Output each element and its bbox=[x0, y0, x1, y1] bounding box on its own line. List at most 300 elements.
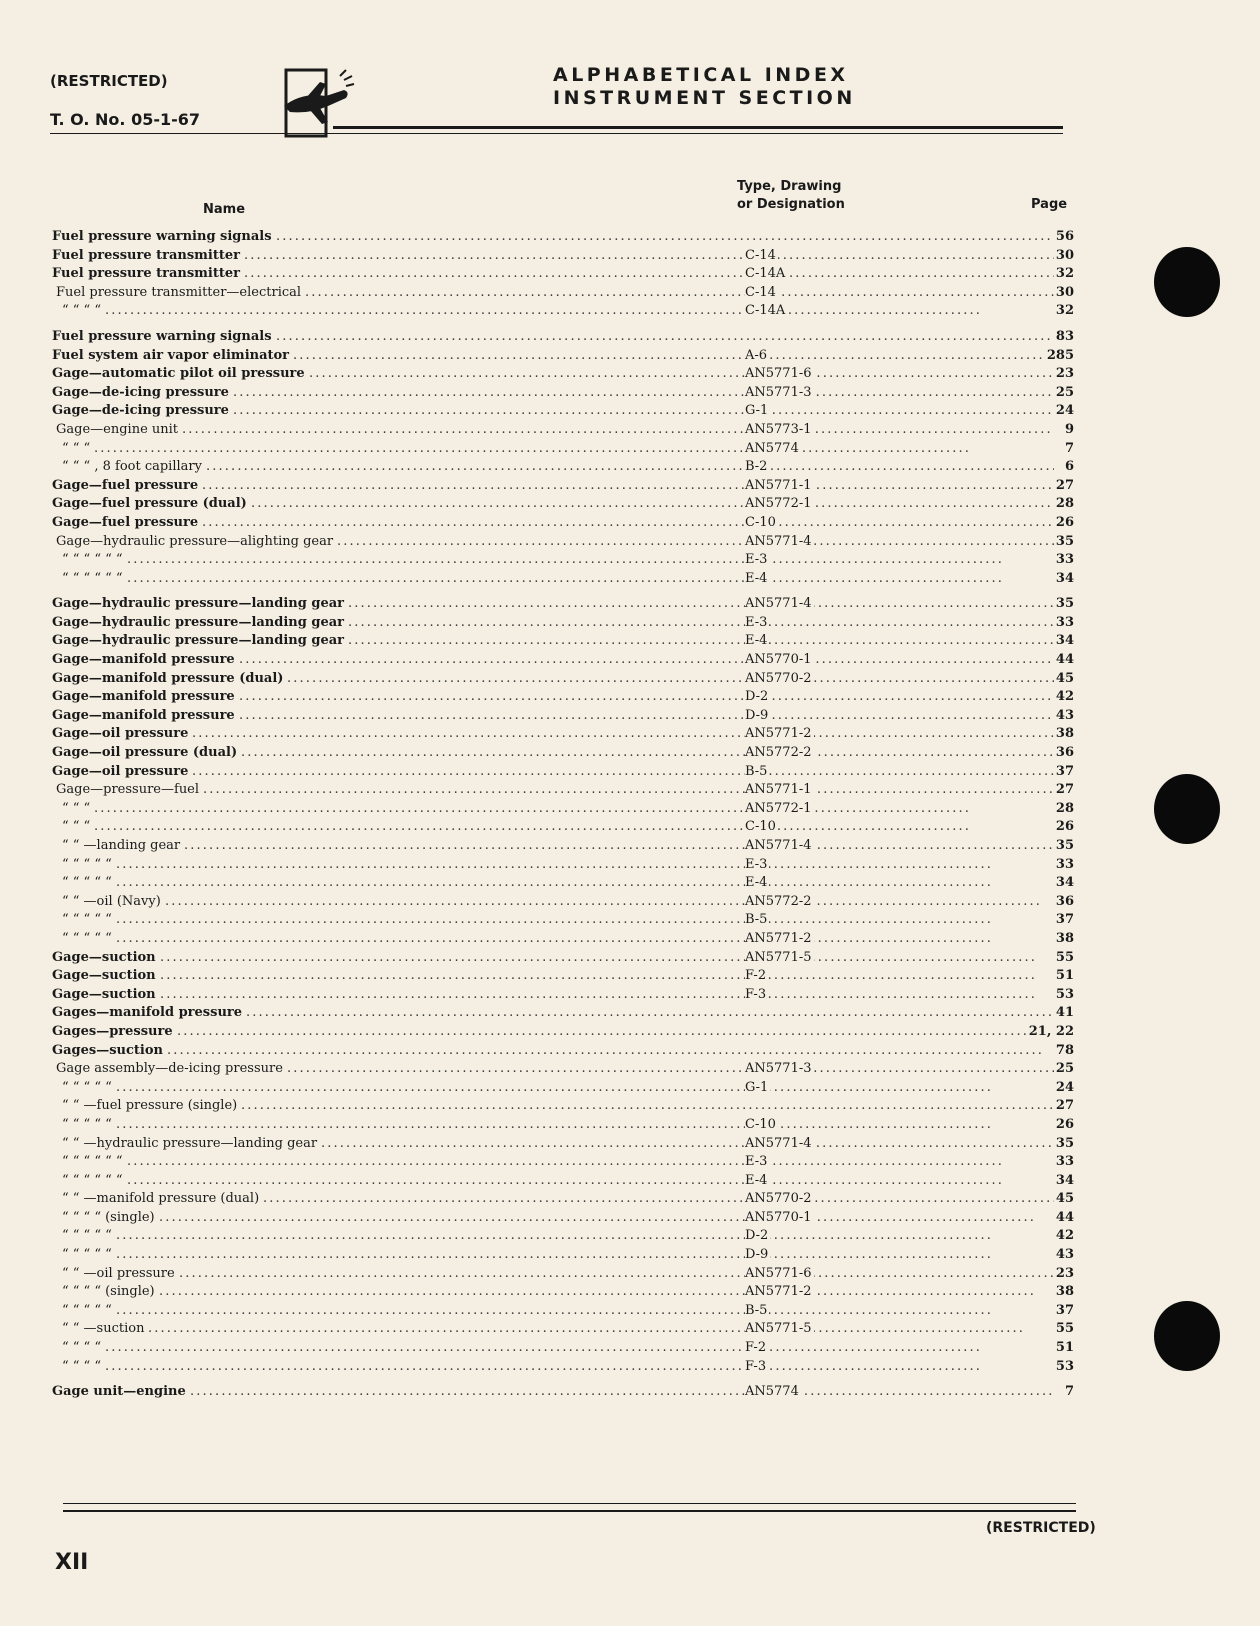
entry-page: 27 bbox=[1055, 1098, 1074, 1114]
leader-dots bbox=[184, 837, 1054, 855]
leader-dots bbox=[94, 800, 1054, 818]
entry-gap bbox=[0, 321, 1260, 328]
entry-name: “ “ “ “ “ bbox=[62, 875, 112, 891]
entry-name: Gage—de-icing pressure bbox=[52, 384, 229, 400]
leader-dots bbox=[167, 1042, 1054, 1060]
entry-type: AN5770-1 bbox=[745, 652, 812, 668]
entry-type: B-5 bbox=[745, 1302, 768, 1318]
leader-dots bbox=[94, 818, 1054, 836]
entry-name: “ “ “ “ “ bbox=[62, 1247, 112, 1263]
entry-page: 34 bbox=[1055, 1172, 1074, 1188]
column-header-type bbox=[737, 178, 845, 214]
leader-dots bbox=[276, 228, 1054, 246]
entry-page: 26 bbox=[1055, 819, 1074, 835]
entry-page: 9 bbox=[1064, 421, 1074, 437]
index-entry bbox=[0, 1302, 1260, 1321]
entry-type: AN5773-1 bbox=[745, 421, 812, 437]
leader-dots bbox=[94, 440, 1054, 458]
entry-name: “ “ —suction bbox=[62, 1321, 145, 1337]
leader-dots bbox=[263, 1190, 1054, 1208]
entry-page: 51 bbox=[1055, 1340, 1074, 1356]
index-entry bbox=[0, 365, 1260, 384]
index-entry bbox=[0, 707, 1260, 726]
entry-page: 33 bbox=[1055, 856, 1074, 872]
entry-type: E-3 bbox=[745, 856, 768, 872]
entry-page: 24 bbox=[1055, 1079, 1074, 1095]
entry-page: 38 bbox=[1055, 930, 1074, 946]
index-entry bbox=[0, 893, 1260, 912]
entry-type: E-4 bbox=[745, 633, 768, 649]
entry-name: Gage—hydraulic pressure—landing gear bbox=[52, 614, 344, 630]
entry-page: 36 bbox=[1055, 745, 1074, 761]
index-entry bbox=[0, 874, 1260, 893]
entry-page: 32 bbox=[1055, 266, 1074, 282]
entry-page: 43 bbox=[1055, 707, 1074, 723]
entry-page: 34 bbox=[1055, 633, 1074, 649]
entry-page: 25 bbox=[1055, 384, 1074, 400]
leader-dots bbox=[309, 365, 1054, 383]
leader-dots bbox=[348, 614, 1054, 632]
leader-dots bbox=[116, 1116, 1054, 1134]
entry-type: AN5774 bbox=[745, 440, 799, 456]
leader-dots bbox=[190, 1383, 1054, 1401]
leader-dots bbox=[127, 1153, 1054, 1171]
entry-name: “ “ “ “ bbox=[62, 303, 101, 319]
entry-page: 35 bbox=[1055, 838, 1074, 853]
leader-dots bbox=[127, 551, 1054, 569]
index-entry bbox=[0, 595, 1260, 614]
entry-name: “ “ “ “ “ “ bbox=[62, 1154, 123, 1170]
index-entry bbox=[0, 837, 1260, 856]
entry-type: G-1 bbox=[745, 1079, 769, 1095]
index-entry bbox=[0, 818, 1260, 837]
entry-name: Gage—suction bbox=[52, 949, 156, 965]
entry-type: F-2 bbox=[745, 1340, 767, 1356]
entry-page: 7 bbox=[1064, 440, 1074, 456]
leader-dots bbox=[160, 986, 1054, 1004]
leader-dots bbox=[105, 1358, 1054, 1376]
entry-name: Gage—oil pressure bbox=[52, 726, 189, 742]
entry-page: 35 bbox=[1055, 1135, 1074, 1151]
leader-dots bbox=[159, 1209, 1054, 1227]
entry-name: Gage—fuel pressure bbox=[52, 477, 199, 493]
entry-type: B-2 bbox=[745, 459, 768, 475]
entry-name: Gage unit—engine bbox=[52, 1384, 186, 1400]
entry-name: Fuel pressure transmitter bbox=[52, 266, 241, 282]
index-entry bbox=[0, 514, 1260, 533]
index-entry bbox=[0, 570, 1260, 589]
leader-dots bbox=[177, 1023, 1054, 1041]
entry-page: 33 bbox=[1055, 552, 1074, 568]
index-entry bbox=[0, 1135, 1260, 1154]
entry-name: “ “ “ “ bbox=[62, 1340, 101, 1356]
leader-dots bbox=[116, 1246, 1054, 1264]
entry-name: “ “ “ “ “ bbox=[62, 1079, 112, 1095]
entry-name: “ “ “ “ “ bbox=[62, 1116, 112, 1132]
index-entry bbox=[0, 1227, 1260, 1246]
leader-dots bbox=[233, 384, 1054, 402]
entry-page: 7 bbox=[1064, 1384, 1074, 1400]
entry-name: Gage—fuel pressure bbox=[52, 514, 199, 530]
leader-dots bbox=[165, 893, 1054, 911]
entry-page: 35 bbox=[1055, 596, 1074, 612]
entry-name: Fuel pressure transmitter bbox=[52, 247, 241, 263]
entry-page: 27 bbox=[1055, 477, 1074, 493]
entry-name: “ “ “ “ “ bbox=[62, 1302, 112, 1318]
entry-name: Gage—pressure—fuel bbox=[56, 782, 200, 798]
entry-page: 285 bbox=[1046, 347, 1074, 363]
entry-name: “ “ “ “ “ bbox=[62, 930, 112, 946]
index-entry bbox=[0, 744, 1260, 763]
entry-type: F-2 bbox=[745, 968, 767, 984]
entry-gap bbox=[0, 588, 1260, 595]
entry-type: E-3 bbox=[745, 552, 768, 568]
entry-name: “ “ “ “ “ bbox=[62, 1228, 112, 1244]
index-entry bbox=[0, 856, 1260, 875]
entry-name: Gage—de-icing pressure bbox=[52, 403, 229, 419]
entry-page: 21, 22 bbox=[1028, 1023, 1074, 1039]
leader-dots bbox=[148, 1320, 1054, 1338]
entry-name: “ “ “ “ “ “ bbox=[62, 1172, 123, 1188]
entry-page: 41 bbox=[1055, 1005, 1074, 1021]
leader-dots bbox=[127, 570, 1054, 588]
entry-type: C-14 bbox=[745, 247, 776, 263]
leader-dots bbox=[233, 402, 1054, 420]
leader-dots bbox=[202, 514, 1054, 532]
index-entry bbox=[0, 402, 1260, 421]
entry-type: AN5772-1 bbox=[745, 800, 812, 816]
entry-page: 53 bbox=[1055, 1358, 1074, 1374]
index-entry bbox=[0, 911, 1260, 930]
entry-page: 35 bbox=[1055, 533, 1074, 549]
index-entry bbox=[0, 1283, 1260, 1302]
entry-page: 45 bbox=[1055, 1191, 1074, 1207]
entry-page: 37 bbox=[1055, 912, 1074, 928]
entry-gap bbox=[0, 1376, 1260, 1383]
leader-dots bbox=[192, 763, 1054, 781]
entry-name: “ “ “ “ “ bbox=[62, 856, 112, 872]
leader-dots bbox=[293, 347, 1054, 365]
page-title bbox=[553, 64, 856, 110]
entry-type: B-5 bbox=[745, 912, 768, 928]
entry-name: “ “ —manifold pressure (dual) bbox=[62, 1191, 260, 1207]
index-entry bbox=[0, 440, 1260, 459]
entry-name: Gage assembly—de-icing pressure bbox=[56, 1061, 283, 1077]
entry-name: Gage—manifold pressure bbox=[52, 652, 235, 668]
entry-page: 26 bbox=[1055, 1116, 1074, 1132]
entry-page: 34 bbox=[1055, 875, 1074, 891]
leader-dots bbox=[160, 949, 1054, 967]
leader-dots bbox=[116, 856, 1054, 874]
index-entry bbox=[0, 1004, 1260, 1023]
entry-page: 42 bbox=[1055, 1228, 1074, 1244]
leader-dots bbox=[337, 533, 1054, 551]
entry-page: 44 bbox=[1055, 1209, 1074, 1225]
entry-name: Fuel pressure warning signals bbox=[52, 229, 272, 244]
entry-page: 55 bbox=[1055, 949, 1074, 965]
entry-type: AN5771-6 bbox=[745, 1265, 812, 1281]
entry-page: 28 bbox=[1055, 496, 1074, 512]
entry-type: E-4 bbox=[745, 1172, 768, 1188]
entry-name: Fuel pressure transmitter—electrical bbox=[56, 284, 302, 300]
header-rule-thin bbox=[50, 133, 1063, 134]
entry-type: AN5771-4 bbox=[745, 533, 812, 549]
entry-type: AN5770-2 bbox=[745, 1191, 812, 1207]
leader-dots bbox=[202, 477, 1054, 495]
index-entry bbox=[0, 949, 1260, 968]
entry-type: AN5771-6 bbox=[745, 366, 812, 382]
entry-name: Gage—manifold pressure bbox=[52, 689, 235, 705]
index-entry bbox=[0, 632, 1260, 651]
leader-dots bbox=[192, 725, 1054, 743]
entry-type: E-3 bbox=[745, 614, 768, 630]
entry-type: AN5772-1 bbox=[745, 496, 812, 512]
header-rule bbox=[333, 126, 1063, 129]
entry-page: 33 bbox=[1055, 1154, 1074, 1170]
entry-name: Gages—pressure bbox=[52, 1023, 173, 1039]
index-entry bbox=[0, 1246, 1260, 1265]
binder-hole-icon bbox=[1154, 1301, 1220, 1371]
entry-type: AN5772-2 bbox=[745, 745, 812, 761]
entry-type: AN5771-5 bbox=[745, 949, 812, 965]
index-entry bbox=[0, 477, 1260, 496]
index-entry bbox=[0, 247, 1260, 266]
entry-page: 25 bbox=[1055, 1061, 1074, 1077]
entry-type: D-2 bbox=[745, 689, 769, 705]
entry-name: “ “ “ “ “ bbox=[62, 912, 112, 928]
index-entry bbox=[0, 670, 1260, 689]
leader-dots bbox=[203, 781, 1054, 799]
leader-dots bbox=[305, 284, 1054, 302]
entry-name: “ “ “ bbox=[62, 800, 91, 816]
index-entry bbox=[0, 1339, 1260, 1358]
leader-dots bbox=[251, 495, 1054, 513]
leader-dots bbox=[241, 744, 1054, 762]
leader-dots bbox=[116, 1079, 1054, 1097]
leader-dots bbox=[116, 1302, 1054, 1320]
leader-dots bbox=[182, 421, 1054, 439]
entry-type: D-2 bbox=[745, 1228, 769, 1244]
entry-page: 43 bbox=[1055, 1247, 1074, 1263]
entry-page: 24 bbox=[1055, 403, 1074, 419]
index-entry bbox=[0, 302, 1260, 321]
entry-page: 6 bbox=[1064, 459, 1074, 475]
entry-type: C-10 bbox=[745, 1116, 776, 1132]
footer-rule-thick bbox=[63, 1510, 1076, 1512]
index-entry bbox=[0, 688, 1260, 707]
leader-dots bbox=[116, 930, 1054, 948]
entry-page: 42 bbox=[1055, 689, 1074, 705]
entry-type: C-14A bbox=[745, 303, 786, 319]
entry-type: F-3 bbox=[745, 1358, 767, 1374]
index-entry bbox=[0, 1023, 1260, 1042]
entry-type: AN5774 bbox=[745, 1384, 799, 1400]
entry-type: AN5771-2 bbox=[745, 726, 812, 742]
leader-dots bbox=[239, 651, 1054, 669]
entry-type: AN5771-2 bbox=[745, 930, 812, 946]
index-entry bbox=[0, 328, 1260, 347]
index-entries bbox=[0, 228, 1260, 1402]
entry-name: “ “ —fuel pressure (single) bbox=[62, 1098, 238, 1114]
entry-name: Gage—fuel pressure (dual) bbox=[52, 496, 247, 512]
leader-dots bbox=[206, 458, 1054, 476]
entry-page: 23 bbox=[1055, 366, 1074, 382]
entry-type: AN5771-4 bbox=[745, 596, 812, 612]
index-entry bbox=[0, 651, 1260, 670]
column-header-type-line-2: or Designation bbox=[737, 197, 845, 212]
footer-restricted-label: (RESTRICTED) bbox=[986, 1520, 1096, 1536]
airplane-emblem-icon bbox=[280, 62, 360, 144]
entry-type: AN5770-2 bbox=[745, 670, 812, 686]
leader-dots bbox=[159, 1283, 1054, 1301]
entry-page: 30 bbox=[1055, 247, 1074, 263]
entry-name: Gage—oil pressure (dual) bbox=[52, 745, 238, 761]
leader-dots bbox=[276, 328, 1054, 346]
footer-rule bbox=[63, 1503, 1076, 1504]
index-entry bbox=[0, 1079, 1260, 1098]
entry-page: 34 bbox=[1055, 570, 1074, 586]
leader-dots bbox=[116, 1227, 1054, 1245]
index-entry bbox=[0, 551, 1260, 570]
index-entry bbox=[0, 1383, 1260, 1402]
leader-dots bbox=[287, 1060, 1054, 1078]
index-entry bbox=[0, 930, 1260, 949]
entry-name: “ “ “ “ (single) bbox=[62, 1209, 155, 1225]
entry-page: 44 bbox=[1055, 652, 1074, 668]
entry-page: 51 bbox=[1055, 968, 1074, 984]
leader-dots bbox=[244, 247, 1054, 265]
entry-name: Gages—suction bbox=[52, 1042, 163, 1058]
entry-name: Gage—manifold pressure bbox=[52, 707, 235, 723]
entry-page: 78 bbox=[1055, 1042, 1074, 1058]
leader-dots bbox=[160, 967, 1054, 985]
index-entry bbox=[0, 284, 1260, 303]
entry-name: Gage—hydraulic pressure—landing gear bbox=[52, 596, 344, 612]
entry-type: A-6 bbox=[745, 347, 768, 363]
entry-page: 37 bbox=[1055, 1302, 1074, 1318]
index-entry bbox=[0, 384, 1260, 403]
index-entry bbox=[0, 495, 1260, 514]
entry-type: AN5771-4 bbox=[745, 1135, 812, 1151]
entry-page: 83 bbox=[1055, 328, 1074, 344]
entry-type: F-3 bbox=[745, 986, 767, 1002]
entry-page: 53 bbox=[1055, 986, 1074, 1002]
entry-page: 28 bbox=[1055, 800, 1074, 816]
entry-page: 45 bbox=[1055, 670, 1074, 686]
index-entry bbox=[0, 421, 1260, 440]
index-entry bbox=[0, 1097, 1260, 1116]
entry-name: “ “ “ “ (single) bbox=[62, 1284, 155, 1300]
entry-type: D-9 bbox=[745, 707, 769, 723]
index-entry bbox=[0, 1116, 1260, 1135]
entry-type: AN5772-2 bbox=[745, 893, 812, 909]
entry-name: Gage—oil pressure bbox=[52, 763, 189, 779]
leader-dots bbox=[244, 265, 1054, 283]
binder-hole-icon bbox=[1154, 247, 1220, 317]
entry-type: G-1 bbox=[745, 403, 769, 419]
entry-type: AN5771-3 bbox=[745, 384, 812, 400]
index-entry bbox=[0, 614, 1260, 633]
leader-dots bbox=[241, 1097, 1054, 1115]
entry-page: 27 bbox=[1055, 782, 1074, 798]
entry-type: E-4 bbox=[745, 570, 768, 586]
header-to-number: T. O. No. 05-1-67 bbox=[50, 110, 201, 129]
leader-dots bbox=[105, 1339, 1054, 1357]
index-entry bbox=[0, 533, 1260, 552]
entry-type: AN5771-4 bbox=[745, 838, 812, 853]
entry-name: Gages—manifold pressure bbox=[52, 1005, 243, 1021]
index-entry bbox=[0, 1265, 1260, 1284]
entry-name: Fuel pressure warning signals bbox=[52, 328, 272, 344]
entry-type: AN5771-1 bbox=[745, 477, 812, 493]
entry-type: C-10 bbox=[745, 819, 776, 835]
entry-type: AN5770-1 bbox=[745, 1209, 812, 1225]
leader-dots bbox=[179, 1265, 1054, 1283]
entry-name: Gage—suction bbox=[52, 968, 156, 984]
entry-name: “ “ “ “ “ “ bbox=[62, 552, 123, 568]
entry-page: 56 bbox=[1055, 229, 1074, 244]
entry-name: “ “ —landing gear bbox=[62, 838, 181, 853]
leader-dots bbox=[321, 1135, 1054, 1153]
column-header-type-line-1: Type, Drawing bbox=[737, 179, 842, 194]
index-entry bbox=[0, 800, 1260, 819]
index-entry bbox=[0, 1320, 1260, 1339]
entry-name: “ “ —hydraulic pressure—landing gear bbox=[62, 1135, 318, 1151]
leader-dots bbox=[116, 874, 1054, 892]
index-entry bbox=[0, 1042, 1260, 1061]
column-header-page: Page bbox=[1031, 197, 1068, 212]
page-number: XII bbox=[55, 1550, 89, 1575]
entry-page: 32 bbox=[1055, 303, 1074, 319]
entry-type: AN5771-5 bbox=[745, 1321, 812, 1337]
leader-dots bbox=[246, 1004, 1054, 1022]
entry-page: 30 bbox=[1055, 284, 1074, 300]
index-entry bbox=[0, 986, 1260, 1005]
entry-page: 38 bbox=[1055, 726, 1074, 742]
entry-name: “ “ “ , 8 foot capillary bbox=[62, 459, 202, 475]
entry-type: D-9 bbox=[745, 1247, 769, 1263]
index-entry bbox=[0, 725, 1260, 744]
entry-type: C-14 bbox=[745, 284, 776, 300]
entry-name: “ “ —oil pressure bbox=[62, 1265, 175, 1281]
index-entry bbox=[0, 781, 1260, 800]
leader-dots bbox=[348, 632, 1054, 650]
entry-page: 55 bbox=[1055, 1321, 1074, 1337]
entry-type: AN5771-1 bbox=[745, 782, 812, 798]
leader-dots bbox=[127, 1172, 1054, 1190]
entry-page: 37 bbox=[1055, 763, 1074, 779]
title-line-1: ALPHABETICAL INDEX bbox=[553, 64, 849, 86]
entry-name: Gage—manifold pressure (dual) bbox=[52, 670, 284, 686]
entry-page: 33 bbox=[1055, 614, 1074, 630]
entry-name: “ “ “ “ bbox=[62, 1358, 101, 1374]
entry-page: 36 bbox=[1055, 893, 1074, 909]
index-entry bbox=[0, 1153, 1260, 1172]
entry-type: AN5771-2 bbox=[745, 1284, 812, 1300]
index-entry bbox=[0, 228, 1260, 247]
column-header-name: Name bbox=[203, 202, 246, 217]
leader-dots bbox=[105, 302, 1054, 320]
entry-page: 23 bbox=[1055, 1265, 1074, 1281]
entry-name: Gage—hydraulic pressure—alighting gear bbox=[56, 533, 334, 549]
entry-type: B-5 bbox=[745, 763, 768, 779]
leader-dots bbox=[116, 911, 1054, 929]
leader-dots bbox=[348, 595, 1054, 613]
entry-name: Gage—automatic pilot oil pressure bbox=[52, 366, 305, 382]
index-entry bbox=[0, 347, 1260, 366]
entry-name: “ “ “ bbox=[62, 440, 91, 456]
index-entry bbox=[0, 1209, 1260, 1228]
